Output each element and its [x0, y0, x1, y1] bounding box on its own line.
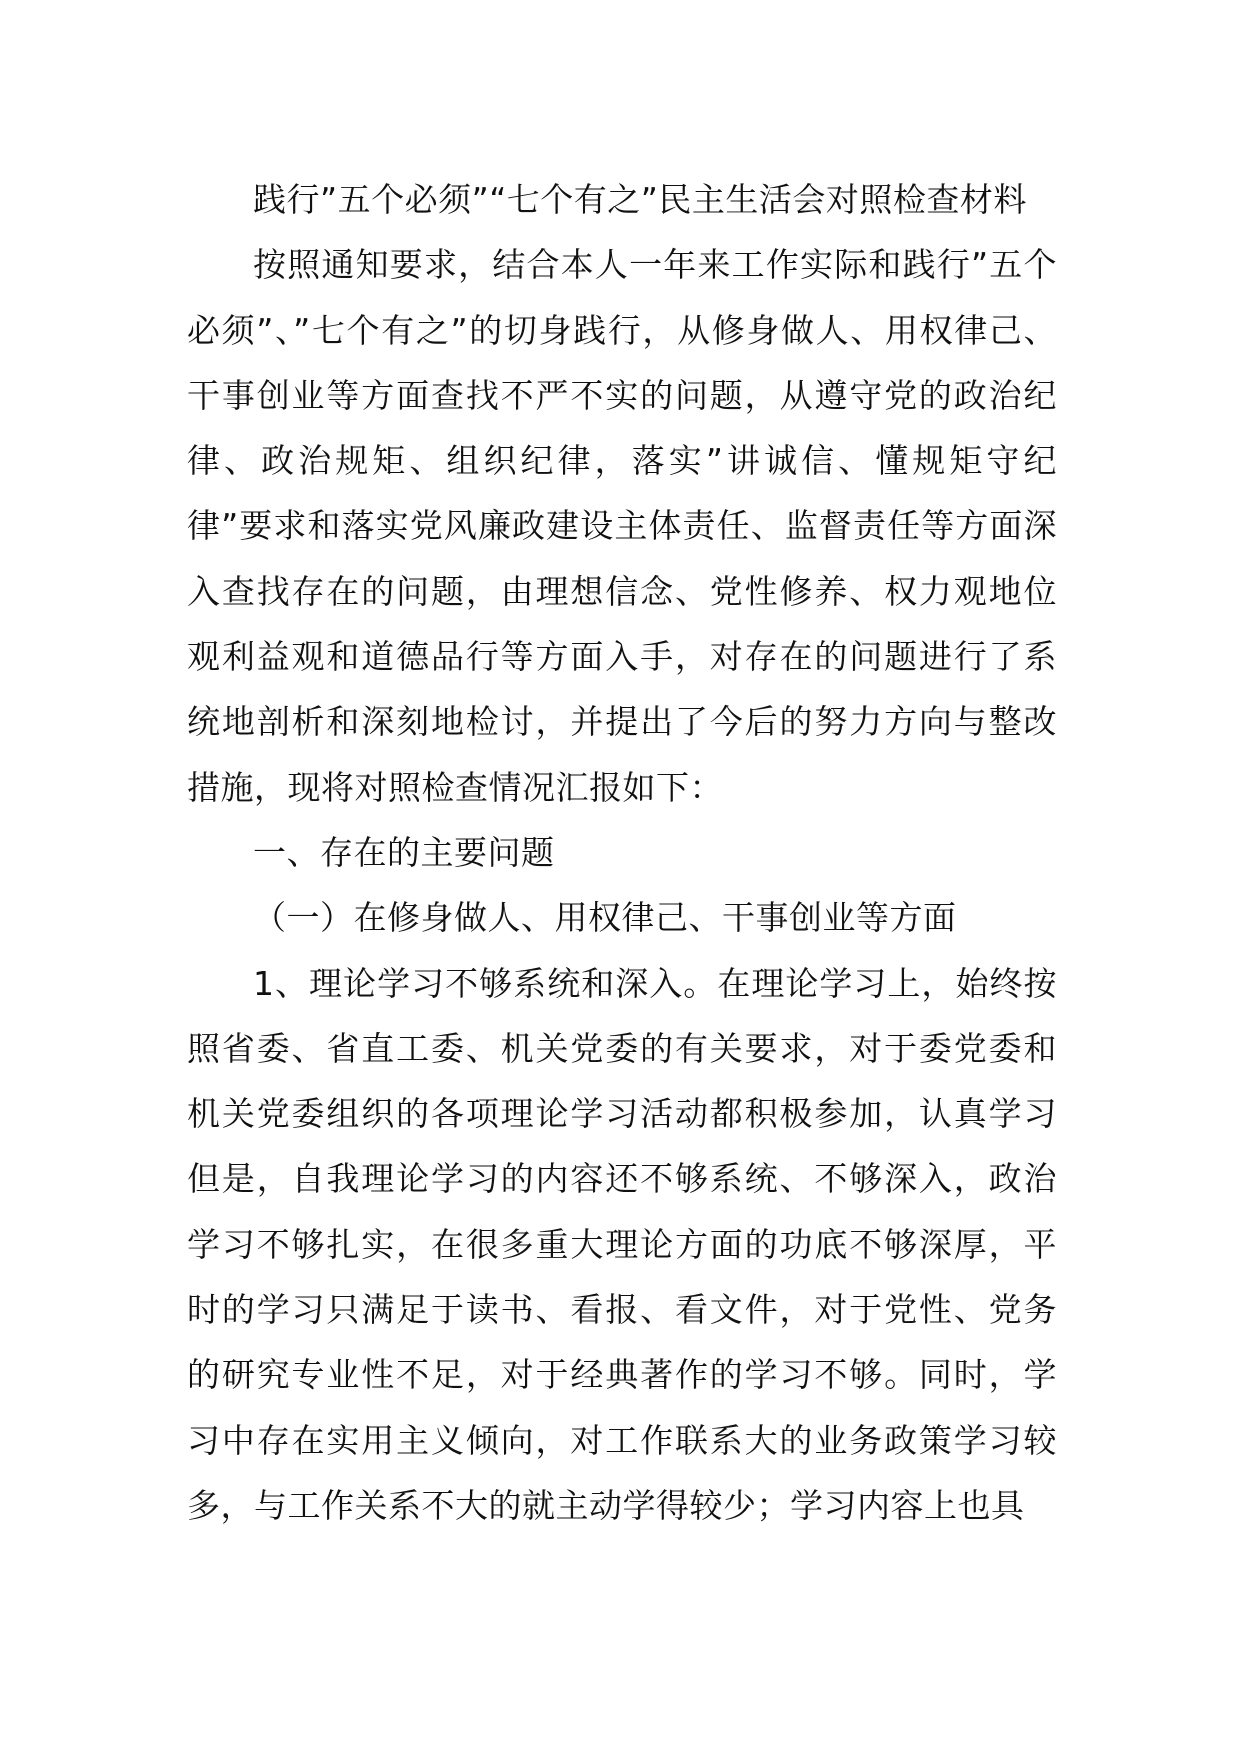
item-paragraph: 1、理论学习不够系统和深入。在理论学习上，始终按照省委、省直工委、机关党委的有关要求，对于委党委和机关党委组织的各项理论学习活动都积极参加，认真学习但是，自我理论学习的内容还不够系统、不够深入，政治学习不够扎实，在很多重大理论方面的功底不够深厚，平时的学习只满足于读书、看报、看文件，对于党性、党务的研究专业性不足，对于经典著作的学习不够。同时，学习中存在实用主义倾向，对工作联系大的业务政策学习较多，与工作关系不大的就主动学得较少；学习内容上也具 [187, 963, 1057, 1525]
subsection-heading: （一）在修身做人、用权律己、干事创业等方面 [253, 898, 957, 938]
intro-paragraph: 按照通知要求，结合本人一年来工作实际和践行”五个必须”、”七个有之”的切身践行，从修身做人、用权律己、干事创业等方面查找不严不实的问题，从遵守党的政治纪律、政治规矩、组织纪律，落实”讲诚信、懂规矩守纪律”要求和落实党风廉政建设主体责任、监督责任等方面深入查找存在的问题，由理想信念、党性修养、权力观地位观利益观和道德品行等方面入手，对存在的问题进行了系统地剖析和深刻地检讨，并提出了今后的努力方向与整改措施，现将对照检查情况汇报如下： [187, 245, 1057, 807]
document-body [187, 167, 1057, 1538]
section-heading: 一、存在的主要问题 [253, 832, 555, 872]
document-title: 践行”五个必须”“七个有之”民主生活会对照检查材料 [253, 180, 1027, 219]
